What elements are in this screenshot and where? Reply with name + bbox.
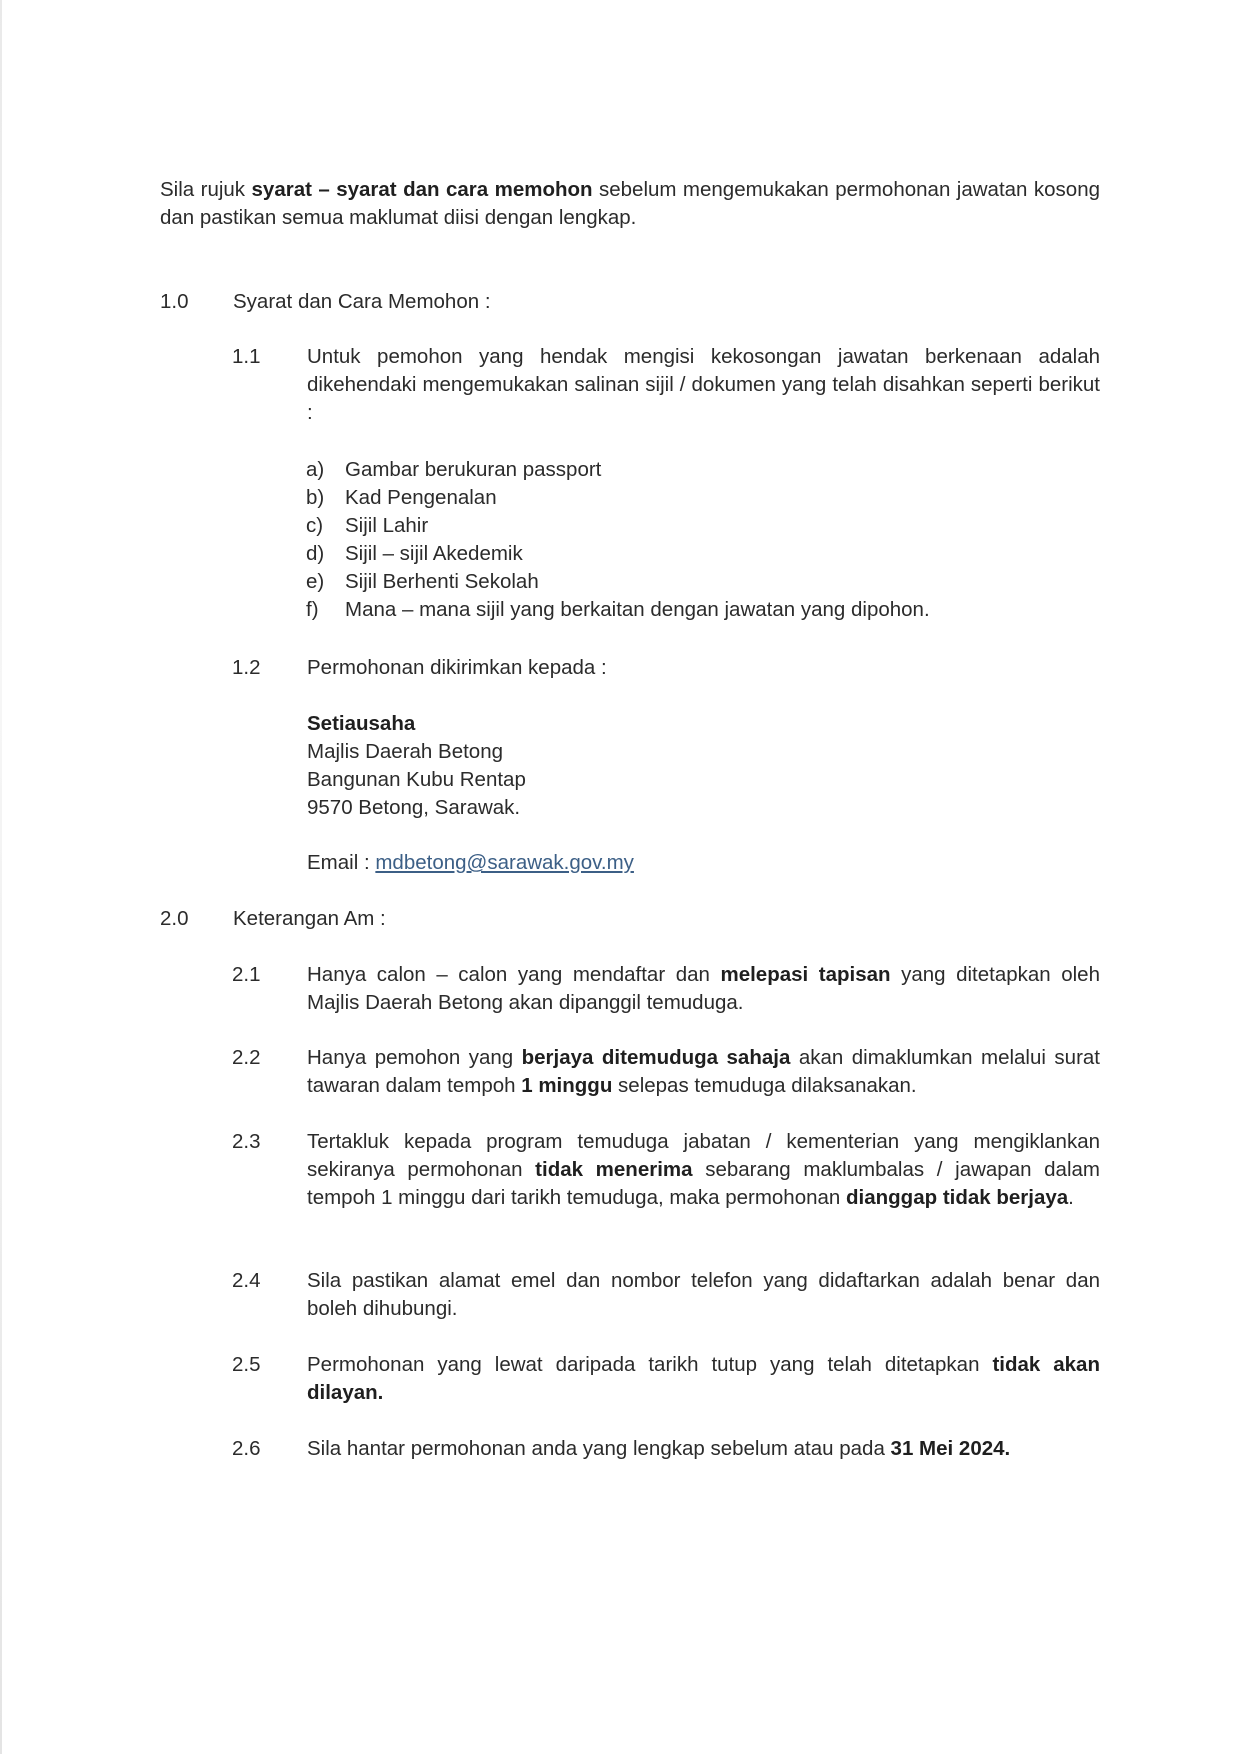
intro-bold-1: syarat – syarat dan cara memohon: [251, 178, 593, 201]
email-link[interactable]: mdbetong@sarawak.gov.my: [375, 851, 634, 874]
item-2-4: [232, 1267, 1100, 1323]
item-2-1-text: Hanya calon – calon yang mendaftar dan melepasi tapisan yang ditetapkan oleh Majlis Daerah Betong akan dipanggil temuduga.: [307, 963, 1100, 1014]
item-2-6-text: Sila hantar permohonan anda yang lengkap sebelum atau pada 31 Mei 2024.: [307, 1437, 1011, 1460]
address-line: 9570 Betong, Sarawak.: [307, 796, 521, 819]
document-list: [306, 456, 930, 624]
item-2-3-number: 2.3: [232, 1130, 261, 1153]
item-1-1-number: 1.1: [232, 345, 261, 368]
item-1-1-text: Untuk pemohon yang hendak mengisi kekosongan jawatan berkenaan adalah dikehendaki mengemukakan salinan sijil / dokumen yang telah disahkan seperti berikut :: [307, 345, 1100, 424]
list-item: d) Sijil – sijil Akedemik: [306, 542, 523, 565]
item-2-5-number: 2.5: [232, 1353, 261, 1376]
item-2-3-text: Tertakluk kepada program temuduga jabatan / kementerian yang mengiklankan sekiranya permohonan tidak menerima sebarang maklumbalas / jawapan dalam tempoh 1 minggu dari tarikh temuduga, maka permohonan dianggap tidak berjaya.: [307, 1130, 1100, 1209]
list-item: f) Mana – mana sijil yang berkaitan dengan jawatan yang dipohon.: [306, 598, 930, 621]
intro-text-2: sebelum mengemukakan permohonan jawatan kosong dan pastikan semua maklumat diisi dengan lengkap.: [160, 178, 1100, 229]
item-2-2: [232, 1044, 1100, 1100]
email-label: Email :: [307, 851, 376, 874]
item-2-5-text: Permohonan yang lewat daripada tarikh tutup yang telah ditetapkan tidak akan dilayan.: [307, 1353, 1100, 1404]
item-2-4-number: 2.4: [232, 1269, 261, 1292]
item-2-5: [232, 1351, 1100, 1407]
item-1-2-text: Permohonan dikirimkan kepada :: [307, 656, 607, 679]
mailing-address: [307, 710, 526, 822]
email-line: [307, 849, 634, 877]
address-recipient: Setiausaha: [307, 712, 416, 735]
item-2-1-number: 2.1: [232, 963, 261, 986]
item-2-3: [232, 1128, 1100, 1212]
item-2-4-text: Sila pastikan alamat emel dan nombor telefon yang didaftarkan adalah benar dan boleh dihubungi.: [307, 1269, 1100, 1320]
item-1-1: [232, 343, 1100, 427]
list-item: a) Gambar berukuran passport: [306, 458, 602, 481]
list-item: c) Sijil Lahir: [306, 514, 429, 537]
section-1-title: Syarat dan Cara Memohon :: [233, 290, 491, 313]
section-2-number: 2.0: [160, 907, 189, 930]
item-2-6: [232, 1435, 1100, 1463]
item-1-2: [232, 654, 1100, 682]
item-2-1: [232, 961, 1100, 1017]
section-2-title: Keterangan Am :: [233, 907, 386, 930]
intro-paragraph: [160, 176, 1100, 232]
address-line: Majlis Daerah Betong: [307, 740, 503, 763]
item-2-2-number: 2.2: [232, 1046, 261, 1069]
section-1-number: 1.0: [160, 290, 189, 313]
item-1-2-number: 1.2: [232, 656, 261, 679]
address-line: Bangunan Kubu Rentap: [307, 768, 526, 791]
item-2-2-text: Hanya pemohon yang berjaya ditemuduga sahaja akan dimaklumkan melalui surat tawaran dalam tempoh 1 minggu selepas temuduga dilaksanakan.: [307, 1046, 1100, 1097]
intro-text-1: Sila rujuk: [160, 178, 252, 201]
item-2-6-number: 2.6: [232, 1437, 261, 1460]
list-item: e) Sijil Berhenti Sekolah: [306, 570, 539, 593]
list-item: b) Kad Pengenalan: [306, 486, 497, 509]
